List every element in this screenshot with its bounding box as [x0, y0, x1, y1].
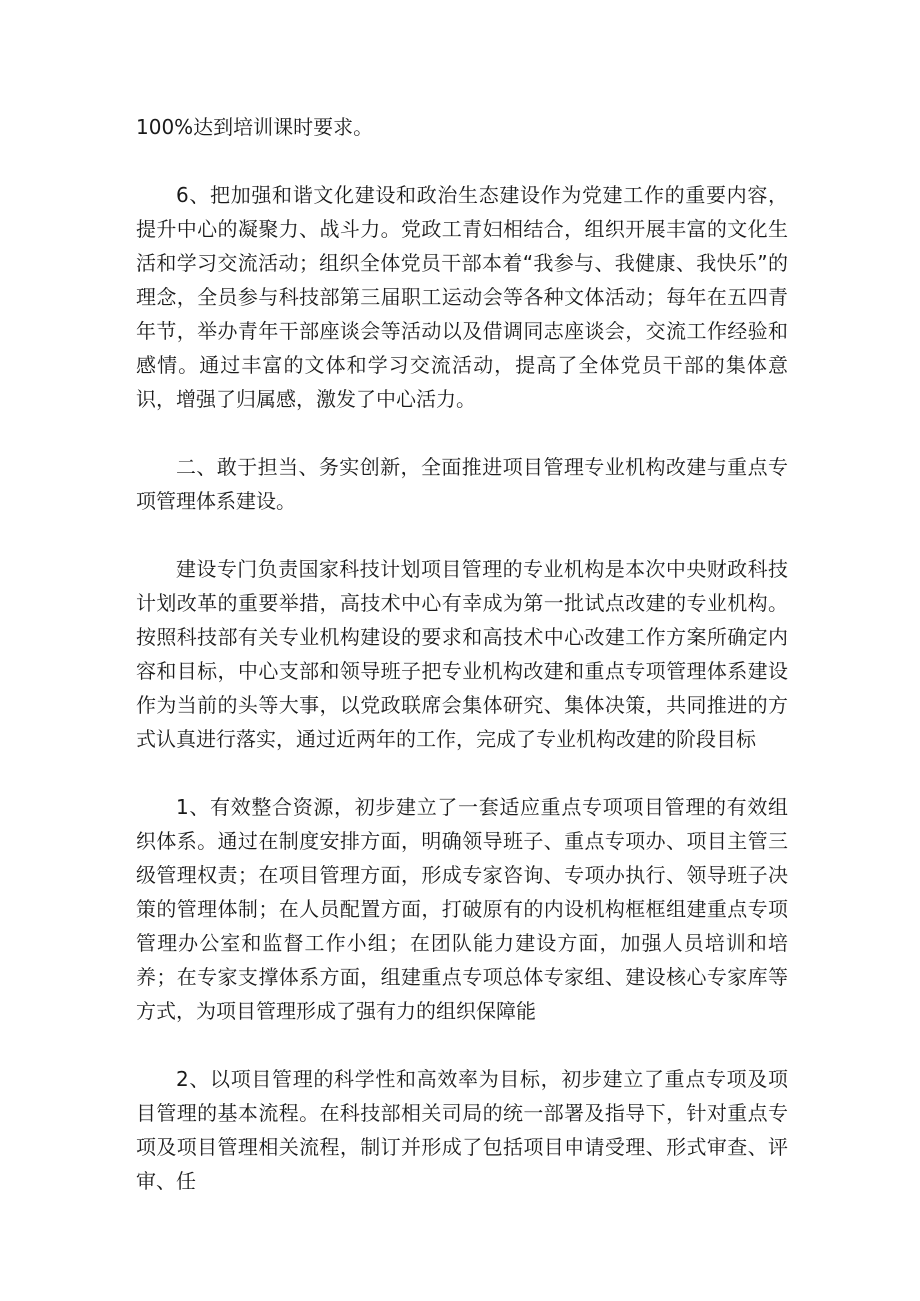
paragraph-item-one: 1、有效整合资源，初步建立了一套适应重点专项项目管理的有效组织体系。通过在制度安排方面，明确领导班子、重点专项办、项目主管三级管理权责；在项目管理方面，形成专家咨询、专项办执行、领导班子决策的管理体制；在人员配置方面，打破原有的内设机构框框组建重点专项管理办公室和监督工作小组；在团队能力建设方面，加强人员培训和培养；在专家支撑体系方面，组建重点专项总体专家组、建设核心专家库等方式，为项目管理形成了强有力的组织保障能 [136, 795, 788, 1023]
section-heading-two: 二、敢于担当、务实创新，全面推进项目管理专业机构改建与重点专项管理体系建设。 [136, 455, 788, 513]
paragraph-professional-institution: 建设专门负责国家科技计划项目管理的专业机构是本次中央财政科技计划改革的重要举措，高技术中心有幸成为第一批试点改建的专业机构。按照科技部有关专业机构建设的要求和高技术中心改建工作方案所确定内容和目标，中心支部和领导班子把专业机构改建和重点专项管理体系建设作为当前的头等大事，以党政联席会集体研究、集体决策，共同推进的方式认真进行落实，通过近两年的工作，完成了专业机构改建的阶段目标 [136, 557, 788, 751]
paragraph-culture-building: 6、把加强和谐文化建设和政治生态建设作为党建工作的重要内容，提升中心的凝聚力、战斗力。党政工青妇相结合，组织开展丰富的文化生活和学习交流活动；组织全体党员干部本着“我参与、我健康、我快乐”的理念，全员参与科技部第三届职工运动会等各种文体活动；每年在五四青年节，举办青年干部座谈会等活动以及借调同志座谈会，交流工作经验和感情。通过丰富的文体和学习交流活动，提高了全体党员干部的集体意识，增强了归属感，激发了中心活力。 [136, 183, 788, 411]
paragraph-item-two: 2、以项目管理的科学性和高效率为目标，初步建立了重点专项及项目管理的基本流程。在科技部相关司局的统一部署及指导下，针对重点专项及项目管理相关流程，制订并形成了包括项目申请受理、形式审查、评审、任 [136, 1067, 788, 1193]
paragraph-training-hours: 100%达到培训课时要求。 [136, 115, 374, 139]
